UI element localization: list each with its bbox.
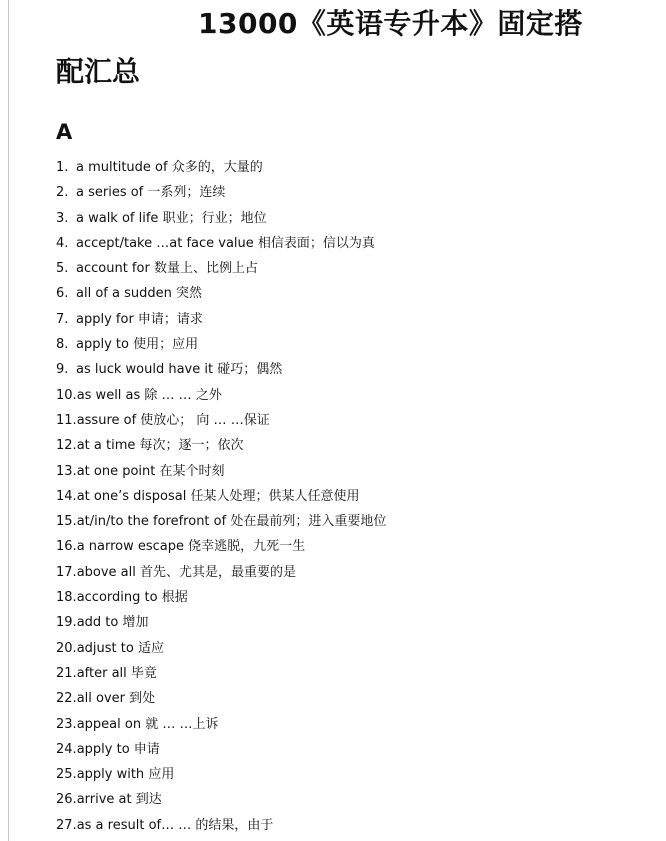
phrase-item	[56, 639, 386, 664]
phrase-english: apply with	[76, 767, 149, 783]
phrase-english: at/in/to the forefront of	[76, 514, 231, 530]
phrase-english: at one point	[76, 463, 160, 479]
phrase-number: 24.	[56, 741, 77, 757]
phrase-chinese: 除 … … 之外	[144, 387, 222, 403]
phrase-number: 10.	[56, 387, 77, 403]
phrase-chinese: 在某个时刻	[159, 463, 225, 479]
phrase-number: 18.	[56, 590, 77, 606]
phrase-number: 23.	[56, 716, 77, 732]
phrase-chinese: 数量上、比例上占	[153, 261, 258, 277]
phrase-item	[56, 234, 386, 259]
phrase-english: at one’s disposal	[76, 488, 191, 504]
phrase-english: a walk of life	[76, 210, 163, 226]
phrase-number: 14.	[56, 488, 77, 504]
phrase-item	[56, 335, 386, 360]
phrase-chinese: 使用；应用	[133, 337, 199, 353]
phrase-item	[56, 462, 386, 487]
phrase-chinese: 增加	[122, 615, 149, 631]
phrase-chinese: 到达	[135, 792, 162, 808]
phrase-item	[56, 209, 386, 234]
document-title-line-2: 配汇总	[56, 55, 141, 88]
phrase-item	[56, 284, 386, 309]
phrase-item	[56, 158, 386, 183]
phrase-number: 6.	[56, 286, 69, 302]
phrase-number: 9.	[56, 362, 69, 378]
phrase-english: assure of	[76, 412, 141, 428]
phrase-item	[56, 310, 386, 335]
phrase-number: 4.	[56, 235, 69, 251]
phrase-number: 15.	[56, 514, 77, 530]
phrase-chinese: … … 的结果，由于	[161, 817, 274, 833]
phrase-chinese: 申请；请求	[137, 311, 203, 327]
phrase-number: 8.	[56, 337, 69, 353]
phrase-chinese: 众多的，大量的	[171, 160, 263, 175]
phrase-item	[56, 436, 386, 461]
phrase-number: 3.	[56, 210, 69, 226]
phrase-list	[56, 158, 386, 841]
phrase-english: according to	[76, 590, 162, 606]
phrase-chinese: 突然	[175, 286, 202, 302]
phrase-english: apply to	[76, 337, 134, 353]
phrase-item	[56, 588, 386, 613]
phrase-number: 20.	[56, 640, 77, 656]
phrase-item	[56, 537, 386, 562]
phrase-item	[56, 487, 386, 512]
phrase-item	[56, 613, 386, 638]
phrase-number: 19.	[56, 615, 77, 631]
phrase-number: 21.	[56, 665, 77, 681]
phrase-english: all of a sudden	[76, 286, 176, 302]
phrase-english: account for	[76, 261, 154, 277]
phrase-number: 17.	[56, 564, 77, 580]
phrase-item	[56, 360, 386, 385]
section-heading-letter: A	[56, 120, 73, 144]
phrase-item	[56, 715, 386, 740]
phrase-english: above all	[76, 564, 141, 580]
phrase-number: 1.	[56, 160, 69, 175]
phrase-chinese: 根据	[161, 590, 188, 606]
phrase-number: 25.	[56, 767, 77, 783]
phrase-item	[56, 765, 386, 790]
phrase-english: all over	[76, 691, 130, 707]
phrase-english: a multitude of	[76, 160, 172, 175]
phrase-number: 22.	[56, 691, 77, 707]
phrase-number: 26.	[56, 792, 77, 808]
phrase-english: as well as	[76, 387, 145, 403]
phrase-english: apply for	[76, 311, 138, 327]
phrase-item	[56, 740, 386, 765]
phrase-chinese: 就 … …上诉	[145, 716, 219, 732]
phrase-english: a narrow escape	[76, 539, 189, 555]
phrase-item	[56, 816, 386, 841]
phrase-item	[56, 411, 386, 436]
phrase-number: 27.	[56, 817, 77, 833]
phrase-number: 13.	[56, 463, 77, 479]
phrase-english: as a result of	[76, 817, 162, 833]
phrase-number: 2.	[56, 185, 69, 201]
phrase-chinese: 毕竟	[130, 665, 157, 681]
phrase-number: 5.	[56, 261, 69, 277]
phrase-item	[56, 790, 386, 815]
phrase-english: at a time	[76, 438, 140, 454]
phrase-english: appeal on	[76, 716, 146, 732]
phrase-chinese: 使放心； 向 … …保证	[140, 412, 270, 428]
phrase-chinese: 职业；行业；地位	[162, 210, 267, 226]
phrase-number: 12.	[56, 438, 77, 454]
phrase-item	[56, 386, 386, 411]
phrase-english: adjust to	[76, 640, 138, 656]
phrase-chinese: 相信表面；信以为真	[257, 235, 375, 251]
phrase-chinese: 处在最前列；进入重要地位	[230, 514, 387, 530]
phrase-number: 16.	[56, 539, 77, 555]
phrase-item	[56, 664, 386, 689]
phrase-chinese: 每次；逐一；依次	[139, 438, 244, 454]
phrase-chinese: 申请	[133, 741, 160, 757]
phrase-english: a series of	[76, 185, 148, 201]
phrase-item	[56, 563, 386, 588]
phrase-number: 7.	[56, 311, 69, 327]
page-left-border	[8, 0, 9, 841]
phrase-english: after all	[76, 665, 131, 681]
phrase-english: apply to	[76, 741, 134, 757]
phrase-chinese: 任某人处理；供某人任意使用	[190, 488, 360, 504]
phrase-chinese: 首先、尤其是，最重要的是	[140, 564, 297, 580]
phrase-chinese: 适应	[137, 640, 164, 656]
phrase-item	[56, 512, 386, 537]
phrase-item	[56, 183, 386, 208]
phrase-item	[56, 259, 386, 284]
phrase-english: arrive at	[76, 792, 136, 808]
phrase-english: accept/take …at face value	[76, 235, 258, 251]
phrase-chinese: 应用	[148, 767, 175, 783]
phrase-english: as luck would have it	[76, 362, 218, 378]
phrase-chinese: 碰巧；偶然	[217, 362, 283, 378]
document-title-line-1: 13000《英语专升本》固定搭	[198, 7, 583, 40]
phrase-chinese: 到处	[129, 691, 156, 707]
phrase-chinese: 一系列；连续	[147, 185, 226, 201]
phrase-item	[56, 689, 386, 714]
phrase-number: 11.	[56, 412, 77, 428]
phrase-english: add to	[76, 615, 123, 631]
phrase-chinese: 侥幸逃脱，九死一生	[188, 539, 306, 555]
